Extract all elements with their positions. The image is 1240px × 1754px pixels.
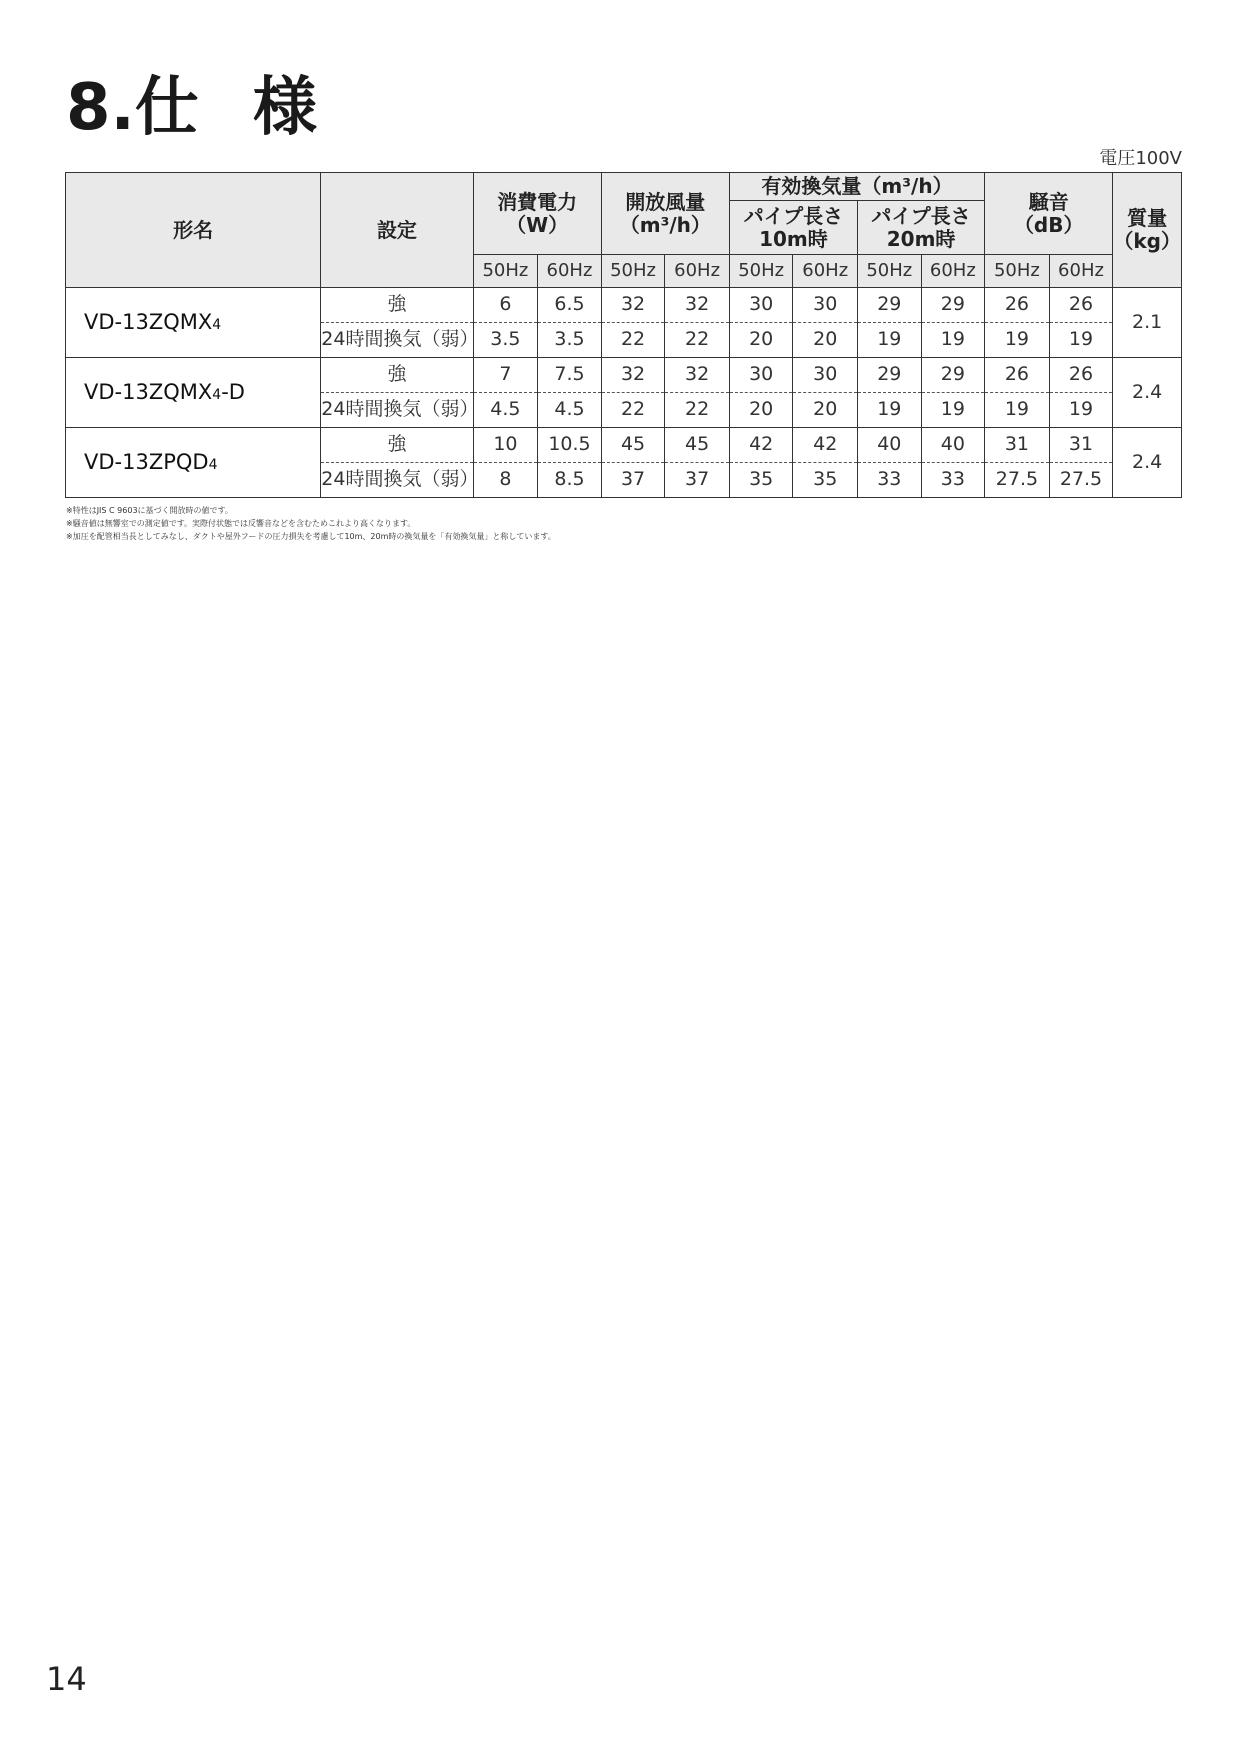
value-cell: 4.5 — [473, 393, 538, 428]
value-cell: 33 — [858, 463, 922, 498]
voltage-label: 電圧100V — [1099, 148, 1182, 169]
table-row — [66, 428, 1182, 463]
value-cell: 45 — [601, 428, 665, 463]
setting-cell: 24時間換気（弱） — [321, 463, 473, 498]
value-cell: 22 — [665, 323, 730, 358]
table-row — [66, 288, 1182, 323]
value-cell: 6.5 — [538, 288, 602, 323]
value-cell: 22 — [601, 323, 665, 358]
value-cell: 40 — [858, 428, 922, 463]
spec-table — [65, 172, 1182, 498]
value-cell: 27.5 — [985, 463, 1050, 498]
header-hz: 50Hz — [473, 255, 538, 288]
value-cell: 32 — [601, 288, 665, 323]
value-cell: 3.5 — [473, 323, 538, 358]
header-hz: 60Hz — [921, 255, 985, 288]
value-cell: 19 — [921, 323, 985, 358]
value-cell: 4.5 — [538, 393, 602, 428]
header-hz: 60Hz — [1049, 255, 1113, 288]
header-hz: 50Hz — [729, 255, 793, 288]
value-cell: 10 — [473, 428, 538, 463]
value-cell: 29 — [858, 358, 922, 393]
value-cell: 29 — [921, 358, 985, 393]
model-name: VD-13ZQMX4 — [66, 288, 321, 358]
model-name: VD-13ZPQD4 — [66, 428, 321, 498]
header-open-air: 開放風量 （m³/h） — [601, 173, 729, 255]
header-pipe-10m: パイプ長さ 10m時 — [729, 201, 857, 255]
footnote: ※加圧を配管相当長としてみなし、ダクトや屋外フードの圧力損失を考慮して10m、20m時の換気量を「有効換気量」と称しています。 — [66, 532, 556, 541]
mass-cell: 2.1 — [1113, 288, 1182, 358]
value-cell: 7 — [473, 358, 538, 393]
value-cell: 40 — [921, 428, 985, 463]
value-cell: 30 — [793, 358, 858, 393]
value-cell: 7.5 — [538, 358, 602, 393]
value-cell: 37 — [665, 463, 730, 498]
header-hz: 60Hz — [793, 255, 858, 288]
setting-cell: 強 — [321, 358, 473, 393]
value-cell: 19 — [858, 393, 922, 428]
value-cell: 26 — [1049, 358, 1113, 393]
setting-cell: 24時間換気（弱） — [321, 323, 473, 358]
page-title — [66, 56, 319, 148]
title-char-2: 様 — [252, 71, 319, 145]
section-number: 8. — [66, 71, 135, 145]
value-cell: 8 — [473, 463, 538, 498]
header-hz: 60Hz — [538, 255, 602, 288]
mass-cell: 2.4 — [1113, 428, 1182, 498]
value-cell: 32 — [601, 358, 665, 393]
value-cell: 19 — [985, 393, 1050, 428]
value-cell: 19 — [1049, 323, 1113, 358]
footnotes — [66, 504, 556, 543]
model-name: VD-13ZQMX4-D — [66, 358, 321, 428]
value-cell: 30 — [729, 358, 793, 393]
table-row — [66, 358, 1182, 393]
value-cell: 19 — [921, 393, 985, 428]
value-cell: 33 — [921, 463, 985, 498]
value-cell: 19 — [858, 323, 922, 358]
value-cell: 10.5 — [538, 428, 602, 463]
value-cell: 26 — [985, 358, 1050, 393]
value-cell: 29 — [858, 288, 922, 323]
header-pipe-20m: パイプ長さ 20m時 — [858, 201, 985, 255]
footnote: ※特性はJIS C 9603に基づく開放時の値です。 — [66, 506, 233, 515]
value-cell: 31 — [1049, 428, 1113, 463]
value-cell: 35 — [793, 463, 858, 498]
value-cell: 22 — [665, 393, 730, 428]
value-cell: 29 — [921, 288, 985, 323]
value-cell: 35 — [729, 463, 793, 498]
mass-cell: 2.4 — [1113, 358, 1182, 428]
value-cell: 30 — [793, 288, 858, 323]
header-noise: 騒音 （dB） — [985, 173, 1113, 255]
setting-cell: 強 — [321, 288, 473, 323]
header-hz: 50Hz — [858, 255, 922, 288]
header-hz: 50Hz — [985, 255, 1050, 288]
value-cell: 6 — [473, 288, 538, 323]
value-cell: 31 — [985, 428, 1050, 463]
header-model: 形名 — [66, 173, 321, 288]
value-cell: 19 — [1049, 393, 1113, 428]
value-cell: 26 — [985, 288, 1050, 323]
page-number: 14 — [46, 1660, 87, 1698]
value-cell: 32 — [665, 358, 730, 393]
value-cell: 20 — [793, 393, 858, 428]
value-cell: 42 — [793, 428, 858, 463]
value-cell: 45 — [665, 428, 730, 463]
value-cell: 27.5 — [1049, 463, 1113, 498]
title-char-1: 仕 — [134, 71, 201, 145]
value-cell: 19 — [985, 323, 1050, 358]
setting-cell: 強 — [321, 428, 473, 463]
value-cell: 32 — [665, 288, 730, 323]
setting-cell: 24時間換気（弱） — [321, 393, 473, 428]
header-effective: 有効換気量（m³/h） — [729, 173, 984, 201]
header-power: 消費電力 （W） — [473, 173, 601, 255]
value-cell: 20 — [729, 323, 793, 358]
header-mass: 質量 （kg） — [1113, 173, 1182, 288]
header-hz: 60Hz — [665, 255, 730, 288]
value-cell: 42 — [729, 428, 793, 463]
value-cell: 8.5 — [538, 463, 602, 498]
value-cell: 20 — [793, 323, 858, 358]
value-cell: 30 — [729, 288, 793, 323]
header-setting: 設定 — [321, 173, 473, 288]
value-cell: 22 — [601, 393, 665, 428]
footnote: ※騒音値は無響室での測定値です。実際付状態では反響音などを含むためこれより高くなります。 — [66, 519, 416, 528]
header-hz: 50Hz — [601, 255, 665, 288]
value-cell: 26 — [1049, 288, 1113, 323]
value-cell: 20 — [729, 393, 793, 428]
value-cell: 37 — [601, 463, 665, 498]
value-cell: 3.5 — [538, 323, 602, 358]
